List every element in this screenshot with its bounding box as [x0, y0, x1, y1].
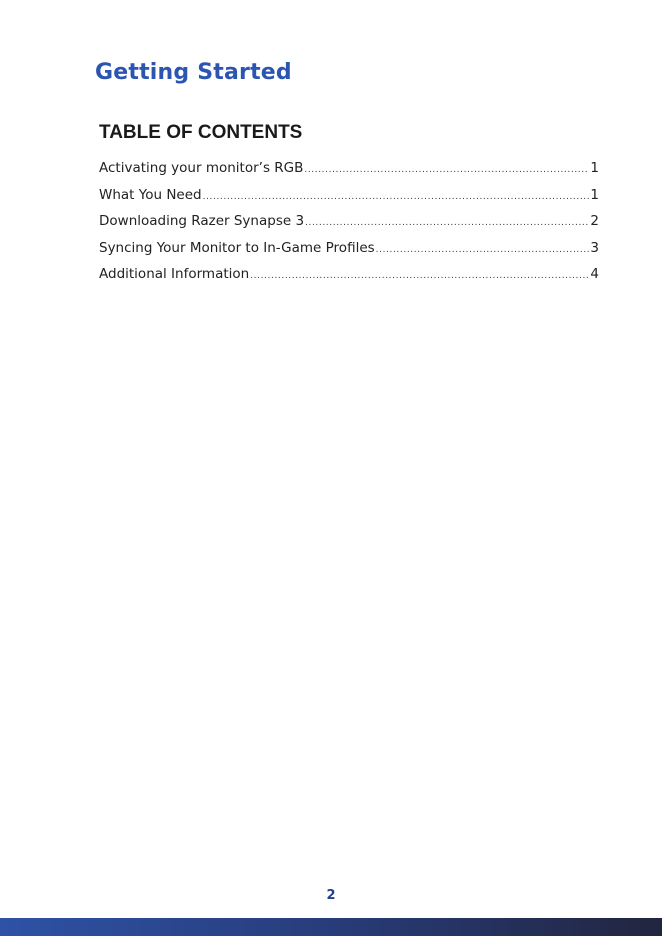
toc-title: TABLE OF CONTENTS	[99, 122, 303, 143]
toc-entry-page-number: 2	[590, 213, 599, 229]
page-title: Getting Started	[95, 60, 292, 85]
toc-entry-additional-info[interactable]	[99, 266, 599, 293]
toc-entry-page-number: 4	[590, 266, 599, 282]
dot-leader	[376, 245, 590, 255]
toc-entry-syncing-profiles[interactable]	[99, 240, 599, 267]
toc-entry-page-number: 3	[590, 239, 599, 256]
toc-entry-label: Activating your monitor’s RGB	[99, 160, 304, 176]
dot-leader	[203, 192, 590, 202]
toc-entry-downloading-synapse[interactable]	[99, 213, 599, 240]
page-number: 2	[326, 888, 336, 903]
footer-bar	[0, 918, 662, 936]
toc-entry-activating-rgb[interactable]	[99, 160, 599, 187]
toc-entry-label: Downloading Razer Synapse 3	[99, 213, 305, 229]
toc-entry-page-number: 1	[590, 160, 599, 176]
dot-leader	[305, 218, 589, 228]
table-of-contents	[99, 160, 599, 293]
dot-leader	[250, 271, 589, 281]
toc-entry-page-number: 1	[590, 186, 599, 203]
toc-entry-label: Syncing Your Monitor to In-Game Profiles	[99, 239, 375, 256]
toc-entry-label: Additional Information	[99, 266, 250, 282]
dot-leader	[304, 165, 589, 175]
toc-entry-what-you-need[interactable]	[99, 187, 599, 214]
toc-entry-label: What You Need	[99, 186, 202, 203]
